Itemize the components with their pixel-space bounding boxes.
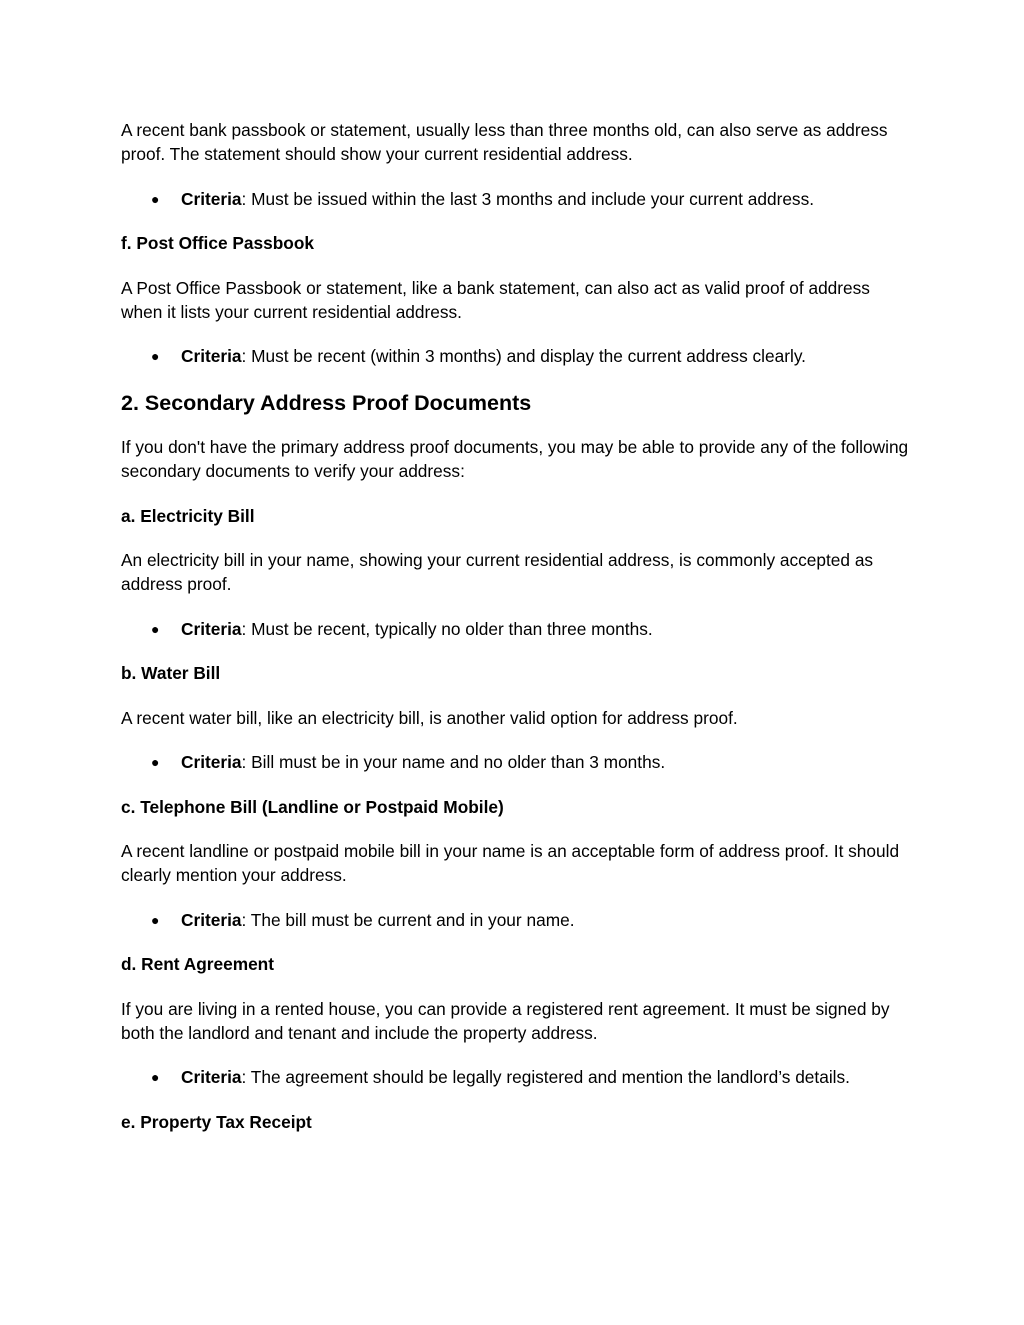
bullet-term: Criteria: [181, 909, 242, 930]
bullet-term: Criteria: [181, 1067, 242, 1088]
paragraph: A recent bank passbook or statement, usually less than three months old, can also serve as address proof. The statement should show your current residential address.: [121, 120, 888, 165]
bullet-term: Criteria: [181, 188, 242, 209]
document-page: [121, 118, 911, 1154]
bullet-item: [121, 344, 911, 368]
section-heading: e. Property Tax Receipt: [121, 1111, 312, 1132]
bullet-dot: ●: [151, 911, 160, 928]
bullet-item: [121, 187, 911, 211]
section-heading: f. Post Office Passbook: [121, 233, 315, 254]
paragraph: If you are living in a rented house, you can provide a registered rent agreement. It must be signed by both the landlord and tenant and include the property address.: [121, 998, 890, 1043]
bullet-item: [121, 617, 911, 641]
bullet-text: : The agreement should be legally registered and mention the landlord’s details.: [241, 1067, 850, 1088]
paragraph: If you don't have the primary address proof documents, you may be able to provide any of the following secondary documents to verify your address:: [121, 436, 909, 482]
bullet-text: : The bill must be current and in your name.: [241, 909, 575, 930]
bullet-text: : Bill must be in your name and no older than 3 months.: [241, 752, 666, 773]
section-heading: d. Rent Agreement: [121, 954, 274, 975]
bullet-item: [121, 908, 911, 932]
section-heading: c. Telephone Bill (Landline or Postpaid Mobile): [121, 796, 504, 817]
bullet-dot: ●: [151, 348, 160, 365]
section-heading: a. Electricity Bill: [121, 505, 255, 526]
paragraph: A recent water bill, like an electricity bill, is another valid option for address proof.: [121, 707, 738, 728]
paragraph: A recent landline or postpaid mobile bill in your name is an acceptable form of address proof. It should clearly mention your address.: [121, 840, 900, 886]
bullet-term: Criteria: [181, 618, 242, 639]
section-heading: b. Water Bill: [121, 663, 221, 684]
bullet-term: Criteria: [181, 346, 242, 367]
bullet-dot: ●: [151, 620, 160, 637]
bullet-text: : Must be recent, typically no older than three months.: [241, 618, 653, 639]
bullet-item: [121, 1065, 911, 1089]
major-heading: 2. Secondary Address Proof Documents: [121, 390, 532, 415]
paragraph: A Post Office Passbook or statement, like a bank statement, can also act as valid proof of address when it lists your current residential address.: [121, 277, 870, 323]
bullet-item: [121, 750, 911, 774]
paragraph: An electricity bill in your name, showing your current residential address, is commonly accepted as address proof.: [121, 550, 874, 595]
bullet-text: : Must be recent (within 3 months) and display the current address clearly.: [241, 346, 806, 367]
bullet-dot: ●: [151, 1069, 160, 1086]
bullet-text: : Must be issued within the last 3 months and include your current address.: [241, 188, 815, 209]
bullet-term: Criteria: [181, 752, 242, 773]
bullet-dot: ●: [151, 754, 160, 771]
bullet-dot: ●: [151, 190, 160, 207]
